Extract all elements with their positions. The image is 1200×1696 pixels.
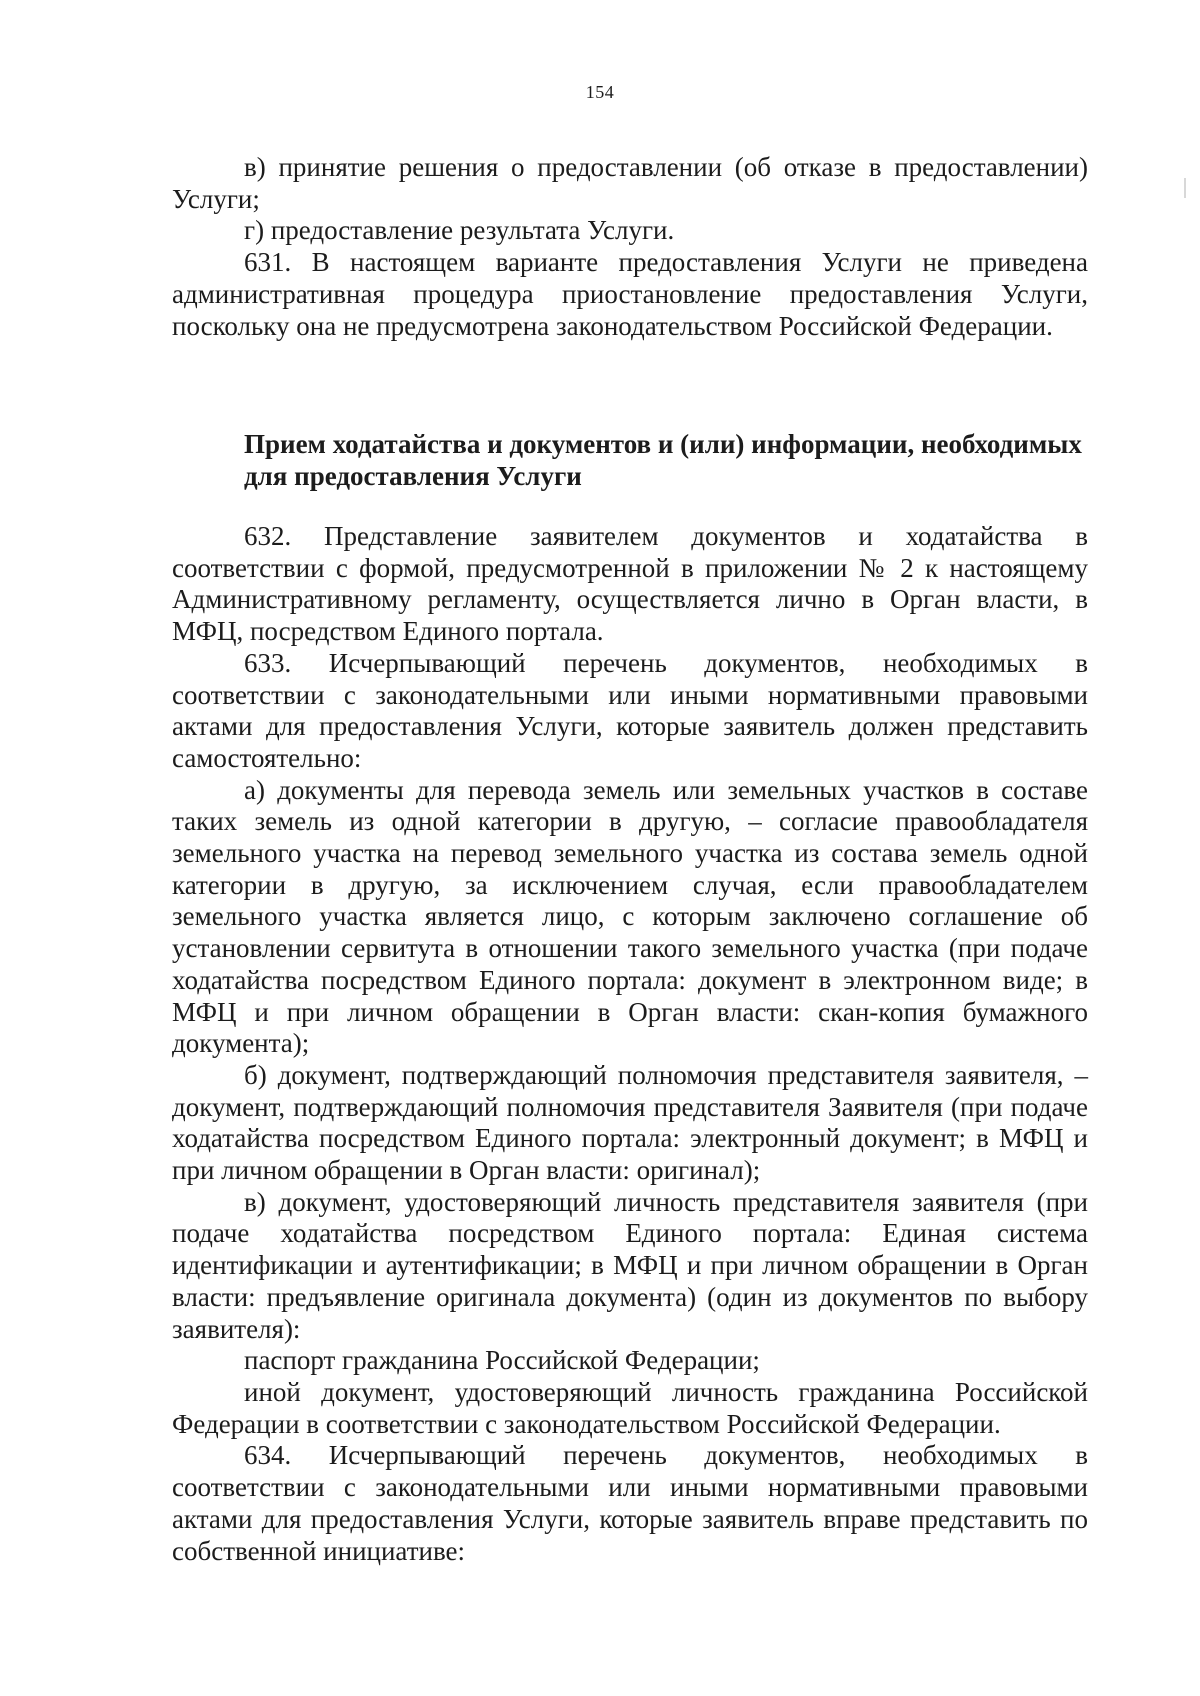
list-item-v-decision: в) принятие решения о предоставлении (об отказе в предоставлении) Услуги;: [172, 152, 1088, 214]
list-item-v-identity: в) документ, удостоверяющий личность представителя заявителя (при подаче ходатайства посредством Единого портала: Единая система идентификации и аутентификации; в МФЦ и при личном обращении в Орган власти: предъявление оригинала документа) (один из документов по выбору заявителя):: [172, 1186, 1088, 1344]
list-item-other-document: иной документ, удостоверяющий личность гражданина Российской Федерации в соответствии с законодательством Российской Федерации.: [172, 1376, 1088, 1439]
list-item-passport: паспорт гражданина Российской Федерации;: [244, 1345, 760, 1376]
paragraph-631: 631. В настоящем варианте предоставления Услуги не приведена административная процедура приостановление предоставления Услуги, поскольку она не предусмотрена законодательством Российской Федерации.: [172, 247, 1088, 341]
paragraph-633: 633. Исчерпывающий перечень документов, необходимых в соответствии с законодательными или иными нормативными правовыми актами для предоставления Услуги, которые заявитель должен представить самостоятельно:: [172, 647, 1088, 773]
list-item-b-authority: б) документ, подтверждающий полномочия представителя заявителя, – документ, подтверждающий полномочия представителя Заявителя (при подаче ходатайства посредством Единого портала: электронный документ; в МФЦ и при личном обращении в Орган власти: оригинал);: [172, 1059, 1088, 1186]
section-heading-line-1: Прием ходатайства и документов и (или) информации, необходимых: [244, 429, 1082, 459]
list-item-g-result: г) предоставление результата Услуги.: [244, 215, 675, 246]
intro-block: [172, 152, 1088, 342]
section-heading-line-2: для предоставления Услуги: [244, 461, 582, 491]
paragraph-632: 632. Представление заявителем документов и ходатайства в соответствии с формой, предусмотренной в приложении № 2 к настоящему Административному регламенту, осуществляется лично в Орган власти, в МФЦ, посредством Единого портала.: [172, 521, 1088, 647]
body-block: [172, 521, 1088, 1567]
list-item-a-consent: а) документы для перевода земель или земельных участков в составе таких земель из одной категории в другую, – согласие правообладателя земельного участка на перевод земельного участка из состава земель одной категории в другую, за исключением случая, если правообладателем земельного участка является лицо, с которым заключено соглашение об установлении сервитута в отношении такого земельного участка (при подаче ходатайства посредством Единого портала: документ в электронном виде; в МФЦ и при личном обращении в Орган власти: скан-копия бумажного документа);: [172, 774, 1088, 1059]
section-heading: [172, 428, 1088, 492]
scan-artifact-mark: [1184, 178, 1186, 198]
page-number: 154: [585, 82, 615, 102]
paragraph-634: 634. Исчерпывающий перечень документов, необходимых в соответствии с законодательными или иными нормативными правовыми актами для предоставления Услуги, которые заявитель вправе представить по собственной инициативе:: [172, 1440, 1088, 1566]
